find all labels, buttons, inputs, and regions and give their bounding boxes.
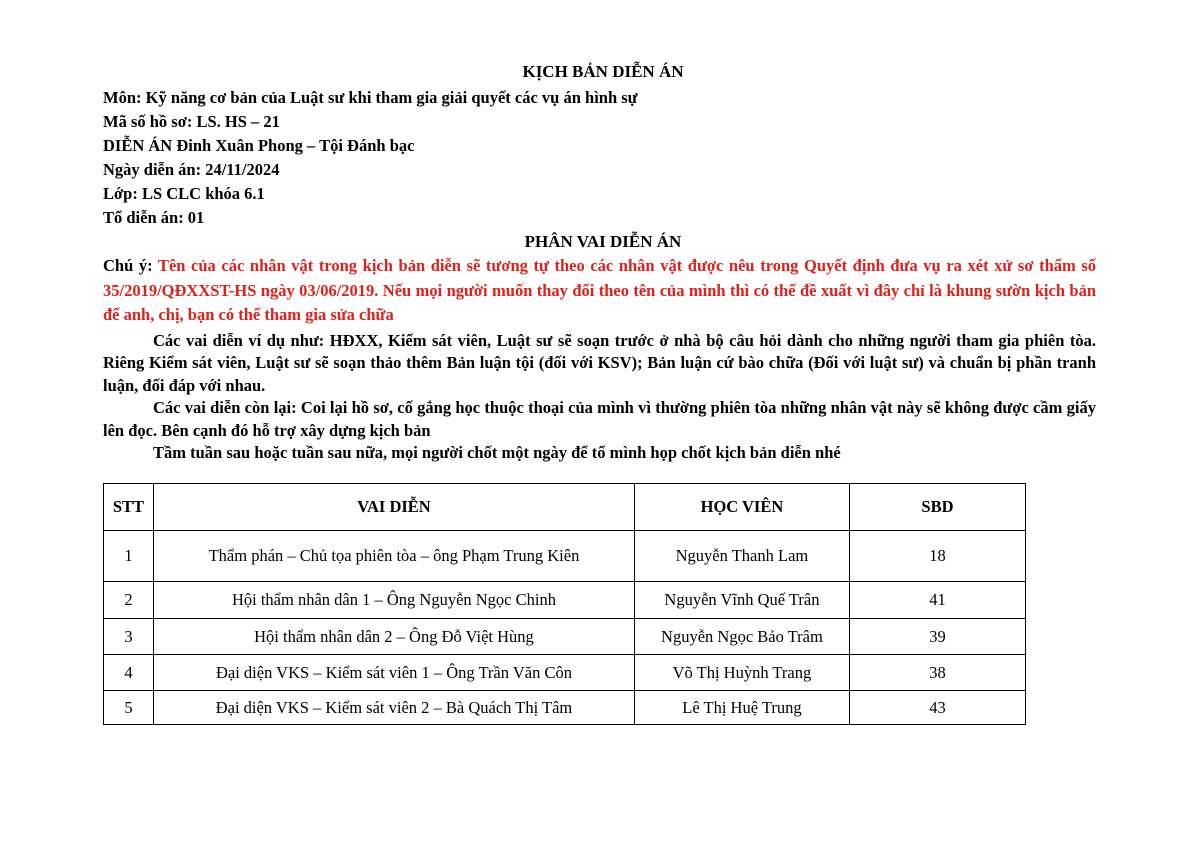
paragraph-roles-prep: Các vai diễn ví dụ như: HĐXX, Kiểm sát viên, Luật sư sẽ soạn trước ở nhà bộ câu hỏi dành cho những người tham gia phiên tòa. Riêng Kiểm sát viên, Luật sư sẽ soạn thảo thêm Bản luận tội (đối với KSV); Bản luận cứ bào chữa (Đối với luật sư) và chuẩn bị phần tranh luận, đối đáp với nhau.: [103, 330, 1096, 395]
cell-stt: 3: [104, 619, 154, 655]
cell-student: Lê Thị Huệ Trung: [634, 691, 849, 725]
header-sbd: SBD: [849, 484, 1025, 531]
cell-role: Thẩm phán – Chủ tọa phiên tòa – ông Phạm Trung Kiên: [153, 531, 634, 582]
roles-table: [103, 483, 1026, 725]
meta-group: Tổ diễn án: 01: [103, 208, 205, 227]
document-title: KỊCH BẢN DIỄN ÁN: [522, 62, 684, 81]
meta-subject: Môn: Kỹ năng cơ bản của Luật sư khi tham gia giải quyết các vụ án hình sự: [103, 88, 638, 107]
cell-student: Nguyễn Ngọc Bảo Trâm: [634, 619, 849, 655]
table-row: [104, 655, 1026, 691]
document-page: [103, 58, 1103, 717]
cell-student: Nguyễn Thanh Lam: [634, 531, 849, 582]
meta-case-name: DIỄN ÁN Đinh Xuân Phong – Tội Đánh bạc: [103, 136, 415, 155]
meta-date: Ngày diễn án: 24/11/2024: [103, 160, 280, 179]
cell-stt: 1: [104, 531, 154, 582]
paragraph-other-roles: Các vai diễn còn lại: Coi lại hồ sơ, cố gắng học thuộc thoại của mình vì thường phiên tòa những nhân vật này sẽ không được cầm giấy lên đọc. Bên cạnh đó hỗ trợ xây dựng kịch bản: [103, 398, 1096, 440]
note-label: Chú ý:: [103, 256, 153, 275]
note-paragraph: [103, 254, 1096, 328]
header-role: VAI DIỄN: [153, 484, 634, 531]
cell-role: Hội thẩm nhân dân 2 – Ông Đỗ Việt Hùng: [153, 619, 634, 655]
cell-stt: 5: [104, 691, 154, 725]
section-title: PHÂN VAI DIỄN ÁN: [524, 232, 682, 251]
table-row: [104, 531, 1026, 582]
paragraph-meeting: Tầm tuần sau hoặc tuần sau nữa, mọi người chốt một ngày để tổ mình họp chốt kịch bản diễn nhé: [153, 443, 841, 462]
cell-sbd: 39: [849, 619, 1025, 655]
cell-sbd: 43: [849, 691, 1025, 725]
cell-role: Hội thẩm nhân dân 1 – Ông Nguyễn Ngọc Chinh: [153, 582, 634, 619]
cell-sbd: 18: [849, 531, 1025, 582]
header-stt: STT: [104, 484, 154, 531]
header-student: HỌC VIÊN: [634, 484, 849, 531]
cell-sbd: 41: [849, 582, 1025, 619]
table-row: [104, 619, 1026, 655]
cell-role: Đại diện VKS – Kiểm sát viên 1 – Ông Trần Văn Côn: [153, 655, 634, 691]
cell-student: Võ Thị Huỳnh Trang: [634, 655, 849, 691]
cell-stt: 2: [104, 582, 154, 619]
table-row: [104, 582, 1026, 619]
table-row: [104, 691, 1026, 725]
note-text: Tên của các nhân vật trong kịch bản diễn sẽ tương tự theo các nhân vật được nêu trong Quyết định đưa vụ ra xét xử sơ thẩm số 35/2019/QĐXXST-HS ngày 03/06/2019. Nếu mọi người muốn thay đổi theo tên của mình thì có thể đề xuất vì đây chỉ là khung sườn kịch bản để anh, chị, bạn có thể tham gia sửa chữa: [103, 256, 1097, 324]
table-header-row: [104, 484, 1026, 531]
cell-sbd: 38: [849, 655, 1025, 691]
cell-stt: 4: [104, 655, 154, 691]
cell-role: Đại diện VKS – Kiểm sát viên 2 – Bà Quách Thị Tâm: [153, 691, 634, 725]
meta-class: Lớp: LS CLC khóa 6.1: [103, 184, 265, 203]
meta-case-code: Mã số hồ sơ: LS. HS – 21: [103, 112, 280, 131]
cell-student: Nguyễn Vĩnh Quế Trân: [634, 582, 849, 619]
